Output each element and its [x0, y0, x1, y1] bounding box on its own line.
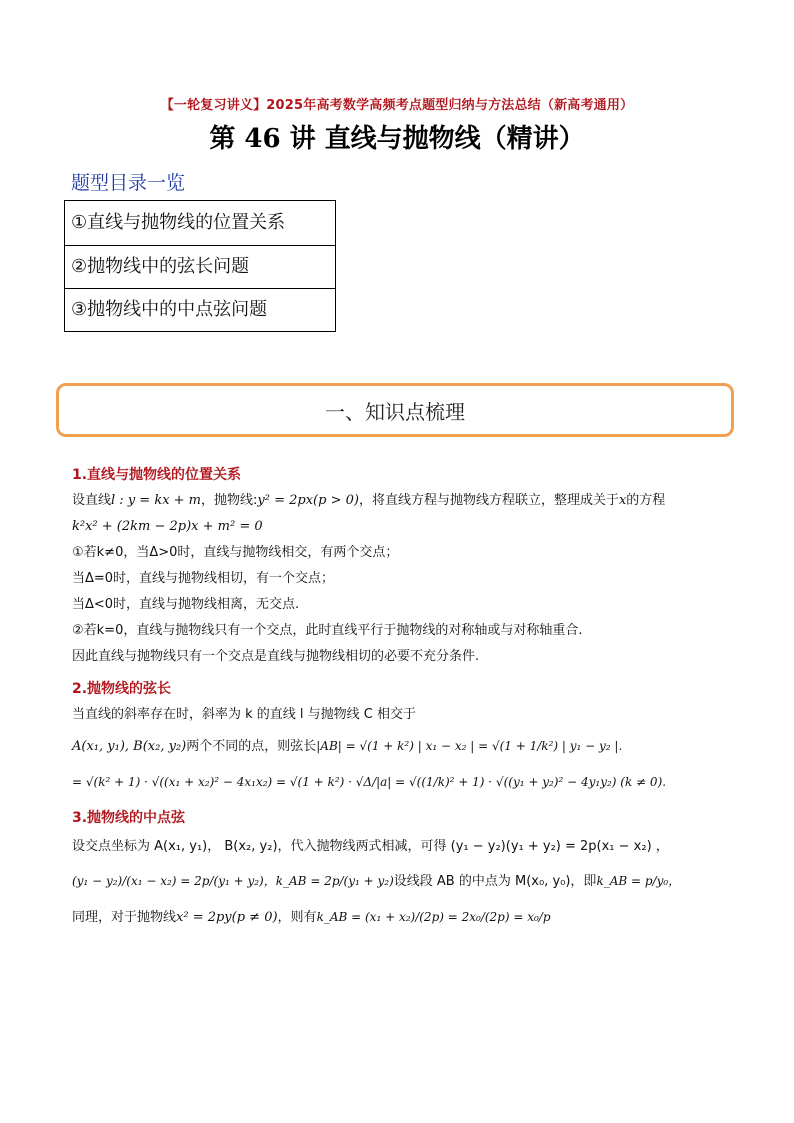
section-2-title: 2.抛物线的弦长: [72, 681, 172, 697]
toc-list: [64, 200, 336, 332]
s3-line2: (y₁ − y₂)/(x₁ − x₂) = 2p/(y₁ + y₂)，k_AB = 2p/(y₁ + y₂)设线段 AB 的中点为 M(x₀, y₀)，即k_AB = p/y₀，: [72, 874, 681, 889]
toc-heading: 题型目录一览: [71, 172, 186, 194]
s2-line2: A(x₁, y₁), B(x₂, y₂)两个不同的点，则弦长|AB| = √(1 + k²) | x₁ − x₂ | = √(1 + 1/k²) | y₁ − y₂ |.: [72, 739, 623, 754]
section-3-title: 3.抛物线的中点弦: [72, 810, 186, 826]
s2-line1: 当直线的斜率存在时，斜率为 k 的直线 l 与抛物线 C 相交于: [72, 707, 417, 722]
s1-case-1: ①若k≠0，当Δ>0时，直线与抛物线相交，有两个交点；: [72, 545, 399, 560]
s2-chord-formula: = √(k² + 1) · √((x₁ + x₂)² − 4x₁x₂) = √(1 + k²) · √Δ/|a| = √((1/k)² + 1) · √((y₁ + y₂)² − 4y₁y₂) (k ≠ 0).: [72, 775, 667, 789]
document-subtitle: 【一轮复习讲义】2025年高考数学高频考点题型归纳与方法总结（新高考通用）: [160, 98, 634, 113]
s1-equation: k²x² + (2km − 2p)x + m² = 0: [72, 519, 263, 534]
s1-line1: 设直线l : y = kx + m，抛物线:y² = 2px(p > 0)，将直线方程与抛物线方程联立，整理成关于x的方程: [72, 493, 666, 508]
s1-conclusion: 因此直线与抛物线只有一个交点是直线与抛物线相切的必要不充分条件.: [72, 649, 480, 664]
toc-item[interactable]: ①直线与抛物线的位置关系: [65, 201, 335, 246]
section-1-title: 1.直线与抛物线的位置关系: [72, 467, 242, 483]
toc-item[interactable]: ③抛物线中的中点弦问题: [71, 299, 268, 320]
knowledge-content: [72, 462, 732, 935]
s3-line1: 设交点坐标为 A(x₁, y₁)， B(x₂, y₂)，代入抛物线两式相减，可得 (y₁ − y₂)(y₁ + y₂) = 2p(x₁ − x₂) ，: [72, 839, 669, 854]
s1-case-2: 当Δ=0时，直线与抛物线相切，有一个交点；: [72, 571, 335, 586]
section-banner: 一、知识点梳理: [56, 383, 734, 437]
s1-case-3: 当Δ<0时，直线与抛物线相离，无交点.: [72, 597, 300, 612]
s1-case-4: ②若k=0，直线与抛物线只有一个交点，此时直线平行于抛物线的对称轴或与对称轴重合.: [72, 623, 583, 638]
toc-item[interactable]: ②抛物线中的弦长问题: [65, 246, 335, 289]
lecture-title: 第 46 讲 直线与抛物线（精讲）: [209, 124, 585, 154]
s3-line3: 同理，对于抛物线x² = 2py(p ≠ 0)，则有k_AB = (x₁ + x₂)/(2p) = 2x₀/(2p) = x₀/p: [72, 910, 551, 925]
